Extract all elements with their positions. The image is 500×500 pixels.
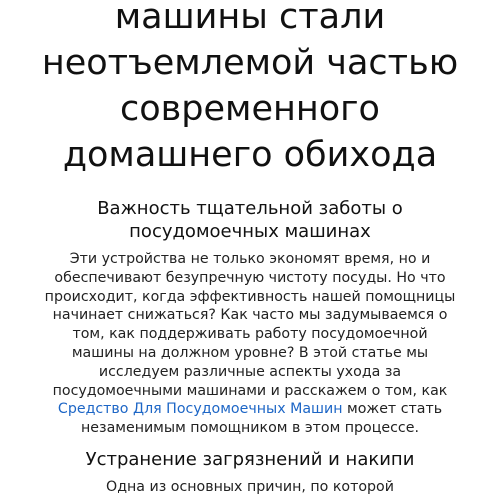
intro-paragraph bbox=[0, 250, 500, 438]
paragraph-line: том, как поддерживать работу посудомоечной bbox=[72, 326, 428, 343]
link-trailing-text: может стать bbox=[342, 401, 443, 418]
paragraph-line: обеспечивают безупречную чистоту посуды. Но что bbox=[54, 269, 446, 286]
paragraph-line: Одна из основных причин, по которой bbox=[106, 479, 394, 495]
section-heading-line: Важность тщательной заботы о bbox=[97, 198, 403, 219]
section-heading-line: Устранение загрязнений и накипи bbox=[85, 449, 415, 470]
section-heading-importance bbox=[0, 197, 500, 243]
paragraph-line: исследуем различные аспекты ухода за bbox=[98, 363, 402, 380]
paragraph-line-with-link bbox=[0, 400, 500, 419]
article-title bbox=[0, 0, 500, 178]
article-title-line: современного bbox=[120, 89, 380, 129]
paragraph-line: начинает снижаться? Как часто мы задумываемся о bbox=[52, 307, 448, 324]
paragraph-line: незаменимым помощником в этом процессе. bbox=[81, 420, 419, 437]
section-heading-line: посудомоечных машинах bbox=[129, 221, 371, 242]
section-heading-cleaning bbox=[0, 448, 500, 471]
paragraph-line: машины на должном уровне? В этой статье мы bbox=[71, 344, 429, 361]
paragraph-line: Эти устройства не только экономят время, но и bbox=[69, 251, 431, 267]
article-title-line: машины стали bbox=[114, 0, 386, 37]
article-title-line: неотъемлемой частью bbox=[41, 43, 459, 83]
dishwasher-detergent-link[interactable]: Средство Для Посудомоечных Машин bbox=[57, 401, 343, 418]
article-title-line: домашнего обихода bbox=[62, 135, 438, 175]
cleaning-paragraph bbox=[0, 478, 500, 497]
paragraph-line: посудомоечными машинами и расскажем о том, как bbox=[52, 382, 448, 399]
paragraph-line: происходит, когда эффективность нашей помощницы bbox=[44, 288, 456, 305]
